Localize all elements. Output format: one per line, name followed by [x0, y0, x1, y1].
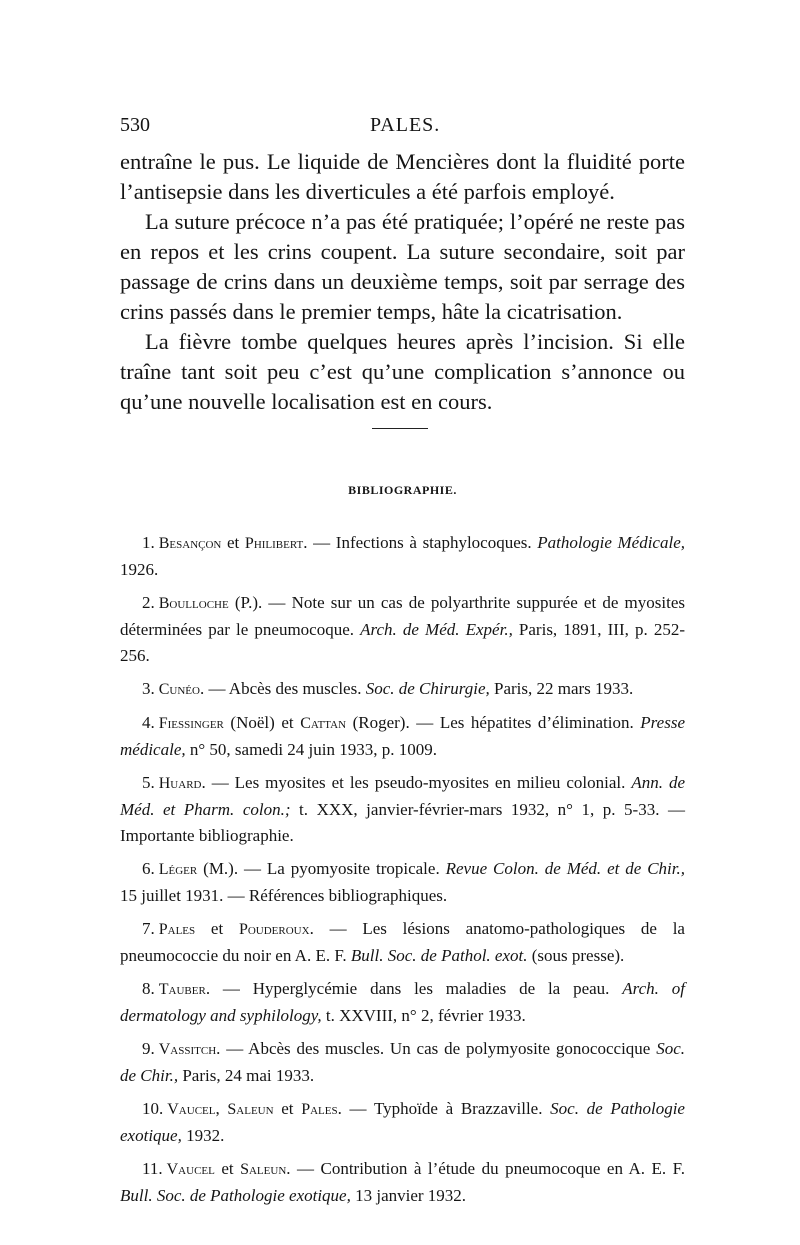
author-name: Vaucel: [166, 1161, 215, 1178]
entry-text: Paris, 24 mai 1933.: [178, 1066, 315, 1085]
bibliography-entry: [120, 856, 685, 909]
entry-text: 1926.: [120, 560, 159, 579]
author-name: Pales: [158, 921, 196, 938]
entry-text: 15 juillet 1931. — Références bibliographiques.: [120, 886, 448, 905]
entry-text: . — Abcès des muscles.: [199, 679, 366, 698]
entry-text: . — Contribution à l’étude du pneumocoque en A. E. F.: [286, 1159, 685, 1178]
body-text: [120, 147, 685, 417]
bibliography-entry: [120, 916, 685, 969]
entry-text: (P.). — Note sur un cas de polyarthrite suppurée et de myosites déterminées par le pneumocoque.: [120, 593, 685, 639]
entry-number: 3.: [142, 679, 155, 698]
author-name: Vaucel: [167, 1101, 216, 1118]
entry-text: (sous presse).: [527, 946, 625, 965]
body-paragraph: La fièvre tombe quelques heures après l’incision. Si elle traîne tant soit peu c’est qu’une complication s’annonce ou qu’une nouvelle localisation est en cours.: [120, 329, 685, 414]
journal-title: Soc. de Chirurgie,: [365, 679, 490, 698]
running-head: PALES.: [370, 114, 441, 136]
bibliography-title: BIBLIOGRAPHIE.: [348, 483, 457, 497]
author-name: Fiessinger: [158, 715, 224, 732]
entry-number: 7.: [142, 919, 155, 938]
entry-text: et: [214, 1159, 241, 1178]
journal-title: Presse médicale,: [120, 713, 685, 759]
entry-text: et: [195, 919, 239, 938]
entry-text: et: [221, 533, 245, 552]
author-name: Saleun: [240, 1161, 287, 1178]
entry-number: 9.: [142, 1039, 155, 1058]
author-name: Boulloche: [158, 595, 229, 612]
bibliography-entry: [120, 976, 685, 1029]
entry-text: . — Abcès des muscles. Un cas de polymyosite gonococcique: [216, 1039, 657, 1058]
journal-title: Ann. de Méd. et Pharm. colon.;: [120, 773, 685, 819]
bibliography-entry: [120, 710, 685, 763]
entry-text: . — Typhoïde à Brazzaville.: [337, 1099, 551, 1118]
author-name: Pouderoux: [238, 921, 310, 938]
entry-text: Paris, 22 mars 1933.: [489, 679, 634, 698]
author-name: Tauber: [158, 981, 206, 998]
entry-text: Paris, 1891, III, p. 252-256.: [120, 620, 685, 665]
bibliography-entry: [120, 1036, 685, 1089]
author-name: Besançon: [158, 535, 222, 552]
section-divider: [372, 428, 428, 429]
entry-number: 1.: [142, 533, 155, 552]
journal-title: Arch. de Méd. Expér.,: [360, 620, 513, 639]
entry-number: 11.: [142, 1159, 163, 1178]
bibliography-entry: [120, 1156, 685, 1209]
entry-text: . — Infections à staphylocoques.: [303, 533, 538, 552]
page-header: [120, 114, 685, 144]
author-name: Cunéo: [158, 681, 200, 698]
author-name: Philibert: [244, 535, 304, 552]
page-number: 530: [120, 114, 150, 136]
journal-title: Soc. de Pathologie exotique,: [120, 1099, 685, 1145]
entry-text: (M.). — La pyomyosite tropicale.: [197, 859, 446, 878]
journal-title: Bull. Soc. de Pathol. exot.: [350, 946, 528, 965]
entry-text: . — Les myosites et les pseudo-myosites en milieu colonial.: [201, 773, 632, 792]
entry-text: . — Les lésions anatomo-pathologiques de la pneumococcie du noir en A. E. F.: [120, 919, 685, 965]
bibliography-list: [120, 530, 685, 1216]
entry-number: 5.: [142, 773, 155, 792]
journal-title: Pathologie Médicale,: [537, 533, 685, 552]
entry-number: 2.: [142, 593, 155, 612]
entry-number: 10.: [142, 1099, 164, 1118]
body-paragraph: entraîne le pus. Le liquide de Mencières dont la fluidité porte l’antisepsie dans les diverticules a été parfois employé.: [120, 149, 685, 204]
entry-text: ,: [215, 1099, 228, 1118]
entry-text: (Roger). — Les hépatites d’élimination.: [346, 713, 641, 732]
journal-title: Soc. de Chir.,: [120, 1039, 685, 1085]
entry-number: 6.: [142, 859, 155, 878]
journal-title: Bull. Soc. de Pathologie exotique,: [120, 1186, 351, 1205]
author-name: Léger: [158, 861, 198, 878]
bibliography-entry: [120, 770, 685, 849]
bibliography-entry: [120, 1096, 685, 1149]
bibliography-entry: [120, 676, 685, 703]
journal-title: Revue Colon. de Méd. et de Chir.,: [445, 859, 685, 878]
entry-number: 8.: [142, 979, 155, 998]
entry-text: n° 50, samedi 24 juin 1933, p. 1009.: [185, 740, 438, 759]
entry-text: . — Hyperglycémie dans les maladies de la peau.: [205, 979, 623, 998]
author-name: Saleun: [227, 1101, 274, 1118]
bibliography-entry: [120, 590, 685, 669]
entry-number: 4.: [142, 713, 155, 732]
bibliography-entry: [120, 530, 685, 583]
entry-text: 13 janvier 1932.: [350, 1186, 467, 1205]
author-name: Vassitch: [158, 1041, 217, 1058]
entry-text: 1932.: [181, 1126, 225, 1145]
entry-text: t. XXVIII, n° 2, février 1933.: [321, 1006, 526, 1025]
author-name: Cattan: [300, 715, 347, 732]
entry-text: et: [273, 1099, 302, 1118]
author-name: Pales: [301, 1101, 338, 1118]
author-name: Huard: [158, 775, 202, 792]
entry-text: (Noël) et: [223, 713, 301, 732]
entry-text: t. XXX, janvier-février-mars 1932, n° 1, p. 5-33. — Importante bibliographie.: [120, 800, 685, 845]
journal-title: Arch. of dermatology and syphilology,: [120, 979, 685, 1025]
body-paragraph: La suture précoce n’a pas été pratiquée; l’opéré ne reste pas en repos et les crins coupent. La suture secondaire, soit par passage de crins dans un deuxième temps, soit par serrage des crins passés dans le premier temps, hâte la cicatrisation.: [120, 209, 685, 324]
